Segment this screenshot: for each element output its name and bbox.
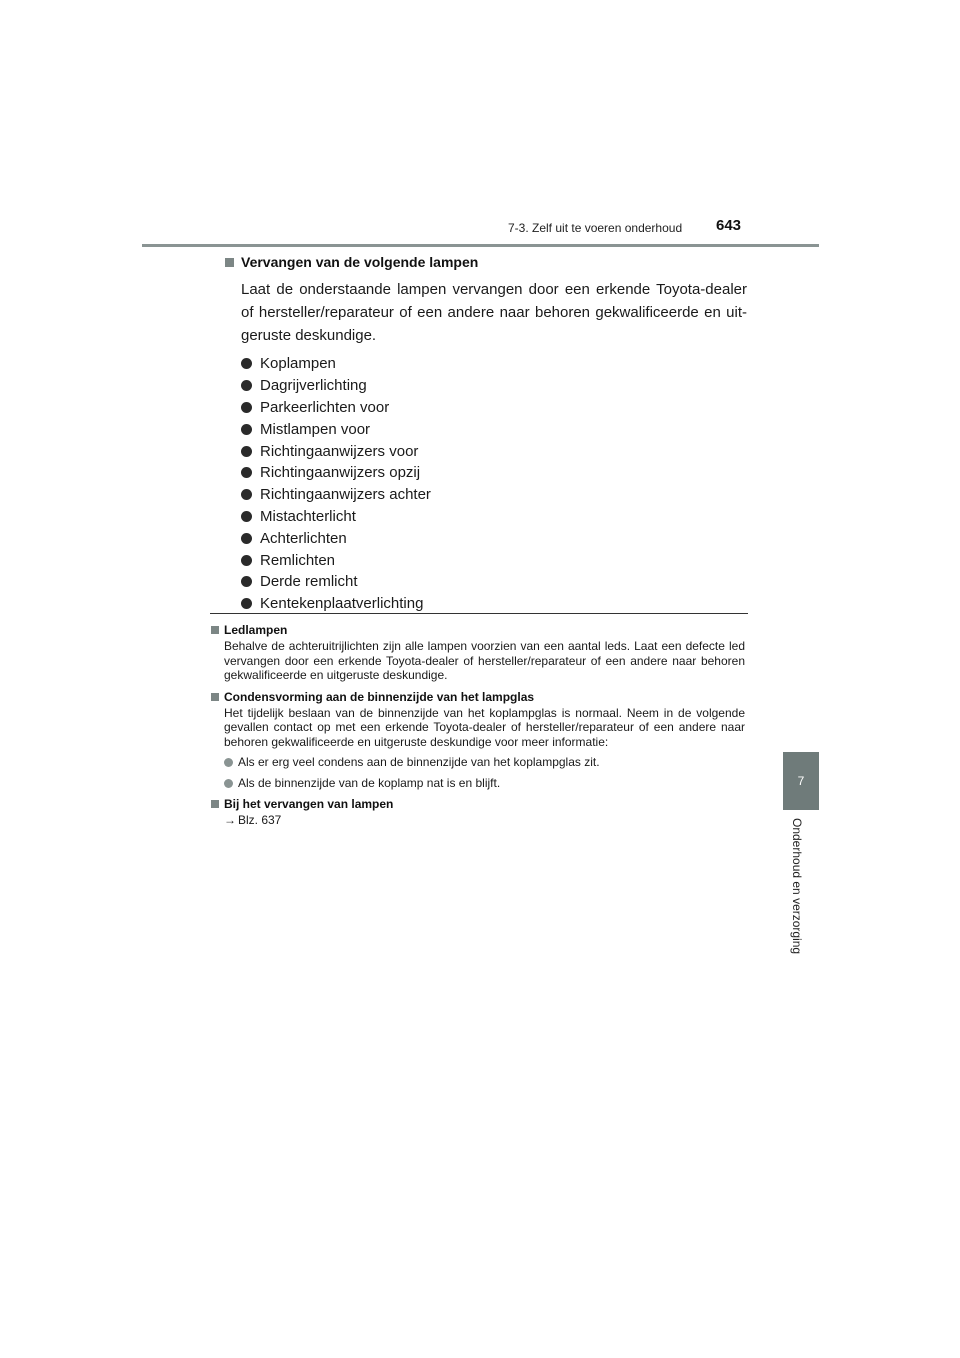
main-section [225,254,747,615]
list-item-text: Richtingaanwijzers opzij [260,464,421,482]
section-paragraph: Laat de onderstaande lampen vervangen door een erkende Toyota-dealer of hersteller/reparateur of een andere naar behoren gekwalificeerde en uit-geruste deskundige. [241,281,747,344]
section-heading-text: Vervangen van de volgende lampen [241,254,479,270]
list-item [241,506,747,528]
list-item-text: Derde remlicht [260,573,358,591]
notes-divider [210,613,748,614]
list-item [241,462,747,484]
list-item [224,755,745,769]
list-item [241,549,747,571]
list-item-text: Als er erg veel condens aan de binnenzijde van het koplampglas zit. [238,755,600,769]
square-bullet-icon [211,800,219,808]
bullet-dot-icon [241,489,252,500]
note-title [211,690,745,704]
bullet-dot-icon [224,779,233,788]
page-reference-text: Blz. 637 [238,813,282,827]
bullet-dot-icon [241,380,252,391]
bullet-dot-icon [241,467,252,478]
note-title-text: Ledlampen [224,623,288,637]
note-title [211,797,745,811]
note-title-text: Condensvorming aan de binnenzijde van het lampglas [224,689,535,704]
chapter-number: 7 [797,774,805,788]
note-condensvorming [211,690,745,791]
note-title-text: Bij het vervangen van lampen [224,797,394,811]
bullet-dot-icon [241,511,252,522]
lamp-list [225,353,747,615]
square-bullet-icon [211,626,219,634]
page-reference[interactable] [224,813,745,827]
note-vervangen [211,797,745,827]
list-item [241,397,747,419]
list-item [241,375,747,397]
list-item-text: Dagrijverlichting [260,377,367,395]
list-item-text: Mistachterlicht [260,507,356,525]
bullet-dot-icon [241,446,252,457]
bullet-dot-icon [241,358,252,369]
bullet-dot-icon [241,533,252,544]
note-title [211,623,745,637]
list-item-text: Richtingaanwijzers voor [260,442,419,460]
note-body: Het tijdelijk beslaan van de binnenzijde van het koplampglas is normaal. Neem in de volgende gevallen contact op met een erkende Toyota-dealer of hersteller/reparateur of een andere naar behoren gekwalificeerde en uitgeruste deskundige voor meer informatie: [224,705,745,749]
header-divider [142,244,819,247]
list-item-text: Richtingaanwijzers achter [260,486,431,504]
chapter-tab [783,752,819,810]
bullet-dot-icon [224,758,233,767]
section-heading [225,254,747,270]
list-item [241,440,747,462]
list-item [241,353,747,375]
list-item [241,418,747,440]
page-number: 643 [716,217,742,234]
list-item-text: Parkeerlichten voor [260,398,390,416]
list-item-text: Als de binnenzijde van de koplamp nat is en blijft. [238,776,501,790]
note-body: Behalve de achteruitrijlichten zijn alle lampen voorzien van een aantal leds. Laat een defecte led vervangen door een erkende Toyota-dealer of hersteller/reparateur of een andere naar behoren gekwalificeerde en uitgeruste deskundige. [224,639,745,682]
list-item [241,527,747,549]
list-item [241,571,747,593]
list-item [241,484,747,506]
list-item [224,776,745,790]
square-bullet-icon [225,258,234,267]
list-item-text: Mistlampen voor [260,420,371,438]
list-item-text: Remlichten [260,551,336,569]
bullet-dot-icon [241,424,252,435]
list-item-text: Achterlichten [260,529,347,547]
list-item [241,593,747,615]
bullet-dot-icon [241,576,252,587]
condens-list [224,755,745,790]
list-item-text: Koplampen [260,355,336,373]
bullet-dot-icon [241,402,252,413]
chapter-title-vertical: Onderhoud en verzorging [790,818,804,955]
header-section-title: 7-3. Zelf uit te voeren onderhoud [508,221,683,235]
notes-section [211,623,745,834]
square-bullet-icon [211,693,219,701]
note-ledlampen [211,623,745,683]
arrow-right-icon: → [224,813,236,827]
list-item-text: Kentekenplaatverlichting [260,595,424,613]
bullet-dot-icon [241,598,252,609]
bullet-dot-icon [241,555,252,566]
